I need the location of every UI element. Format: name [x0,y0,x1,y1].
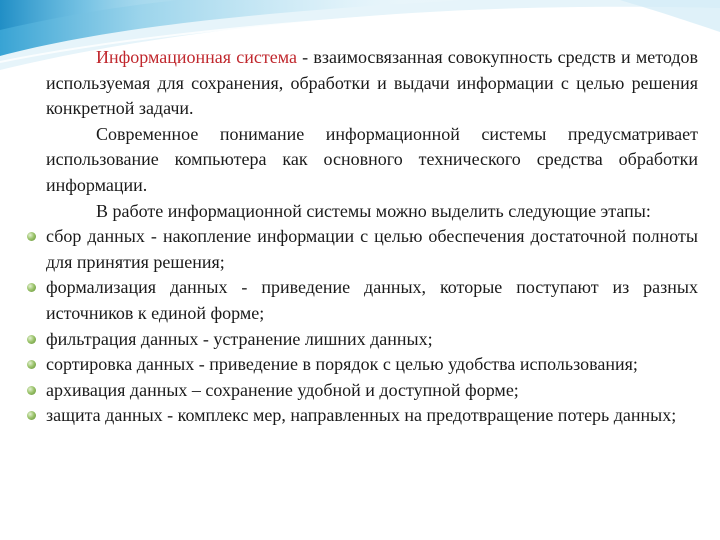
stages-list [26,224,698,429]
modern-paragraph: Современное понимание информационной системы предусматривает использование компьютера как основного технического средства обработки информации. [46,123,698,195]
stage-item [26,224,698,275]
slide-content [26,45,698,429]
stage-text: сортировка данных - приведение в порядок с целью удобства использования; [46,354,638,375]
bullet-dot-icon [27,386,36,395]
definition-text: - взаимосвязанная совокупность средств и методов используемая для сохранения, обработки и выдачи информации с целью решения конкретной задачи. [46,47,698,119]
stage-text: архивация данных – сохранение удобной и доступной форме; [46,379,519,400]
stage-item [26,327,698,353]
stage-text: защита данных - комплекс мер, направленных на предотвращение потерь данных; [46,405,677,426]
stage-text: сбор данных - накопление информации с целью обеспечения достаточной полноты для принятия решения; [46,226,698,272]
term-highlight: Информационная система [96,47,297,67]
stage-item [26,378,698,404]
stage-item [26,403,698,429]
bullet-dot-icon [27,232,36,241]
bullet-dot-icon [27,411,36,420]
stage-text: фильтрация данных - устранение лишних данных; [46,328,433,349]
stage-item [26,275,698,326]
bullet-dot-icon [27,360,36,369]
bullet-dot-icon [27,283,36,292]
definition-paragraph [26,45,698,122]
stage-text: формализация данных - приведение данных, которые поступают из разных источников к единой форме; [46,277,698,323]
stage-item [26,352,698,378]
stages-intro: В работе информационной системы можно выделить следующие этапы: [96,200,651,221]
bullet-dot-icon [27,335,36,344]
